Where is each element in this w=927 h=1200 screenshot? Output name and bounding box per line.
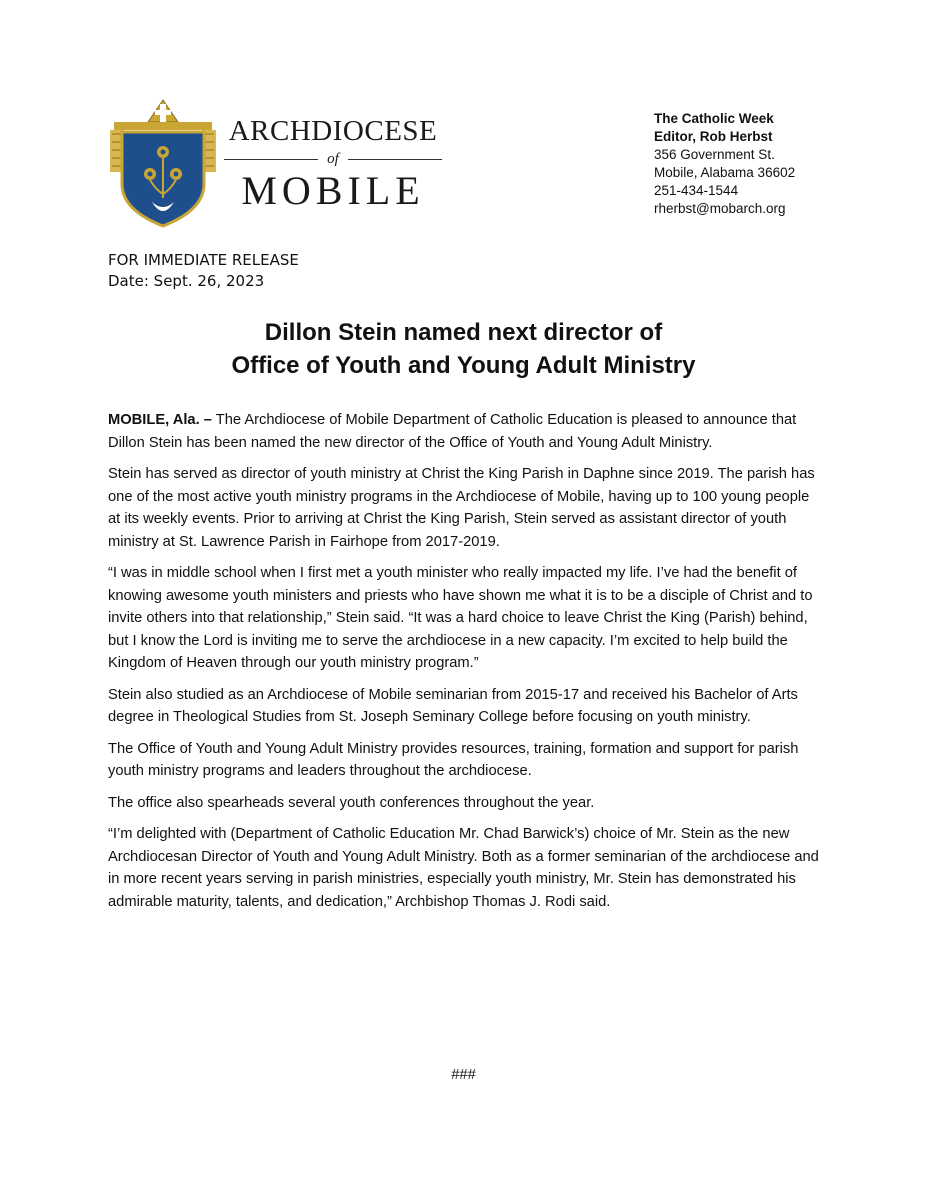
logo-wordmark xyxy=(222,114,444,212)
logo-rule-left xyxy=(224,159,318,160)
paragraph-1 xyxy=(108,409,822,454)
logo-line-mobile: MOBILE xyxy=(241,168,425,213)
paragraph-1-text: The Archdiocese of Mobile Department of Catholic Education is pleased to announce that Dillon Stein has been named the new director of the Office of Youth and Young Adult Ministry. xyxy=(108,412,797,451)
paragraph-2: Stein has served as director of youth ministry at Christ the King Parish in Daphne since 2019. The parish has one of the most active youth ministry programs in the Archdiocese of Mobile, having up to 100 young people at its weekly events. Prior to arriving at Christ the King Parish, Stein served as assistant director of youth ministry at St. Lawrence Parish in Fairhope from 2017-2019. xyxy=(108,466,815,550)
paragraph-3: “I was in middle school when I first met a youth minister who really impacted my life. I’ve had the benefit of knowing awesome youth ministers and priests who have shown me what it is to be a disciple of Christ and to invite others into that relationship,” Stein said. “It was a hard choice to leave Christ the King (Parish) behind, but I know the Lord is inviting me to serve the archdiocese in a new capacity. I’m excited to help build the Kingdom of Heaven through our youth ministry program.” xyxy=(108,565,813,671)
contact-editor: Editor, Rob Herbst xyxy=(654,129,773,144)
release-label: FOR IMMEDIATE RELEASE xyxy=(108,251,299,269)
paragraph-7: “I’m delighted with (Department of Catholic Education Mr. Chad Barwick’s) choice of Mr. Stein as the new Archdiocesan Director of Youth and Young Adult Ministry. Both as a former seminarian of the archdiocese and in more recent years serving in parish ministries, especially youth ministry, Mr. Stein has demonstrated his admirable maturity, talents, and dedication,” Archbishop Thomas J. Rodi said. xyxy=(108,826,819,910)
end-mark: ### xyxy=(451,1067,476,1083)
contact-email: rherbst@mobarch.org xyxy=(654,201,786,216)
headline xyxy=(108,316,819,382)
paragraph-5: The Office of Youth and Young Adult Ministry provides resources, training, formation and support for parish youth ministry programs and leaders throughout the archdiocese. xyxy=(108,740,799,779)
dateline: MOBILE, Ala. – xyxy=(108,412,212,428)
contact-phone: 251-434-1544 xyxy=(654,183,739,198)
archdiocese-logo xyxy=(108,98,448,230)
article-body xyxy=(108,409,822,922)
contact-city: Mobile, Alabama 36602 xyxy=(654,165,796,180)
logo-line-archdiocese: ARCHDIOCESE xyxy=(228,115,438,147)
coat-of-arms-icon xyxy=(108,98,218,230)
contact-street: 356 Government St. xyxy=(654,147,775,162)
paragraph-6: The office also spearheads several youth conferences throughout the year. xyxy=(108,794,595,811)
headline-line-2: Office of Youth and Young Adult Ministry xyxy=(231,352,696,379)
release-info xyxy=(108,250,299,292)
logo-of: of xyxy=(327,151,339,167)
logo-of-row xyxy=(222,148,444,170)
release-date: Date: Sept. 26, 2023 xyxy=(108,272,265,290)
contact-publication: The Catholic Week xyxy=(654,111,774,126)
paragraph-4: Stein also studied as an Archdiocese of Mobile seminarian from 2015-17 and received his Bachelor of Arts degree in Theological Studies from St. Joseph Seminary College before focusing on youth ministry. xyxy=(108,686,798,725)
logo-rule-right xyxy=(348,159,442,160)
contact-block xyxy=(654,110,795,218)
headline-line-1: Dillon Stein named next director of xyxy=(264,319,663,346)
